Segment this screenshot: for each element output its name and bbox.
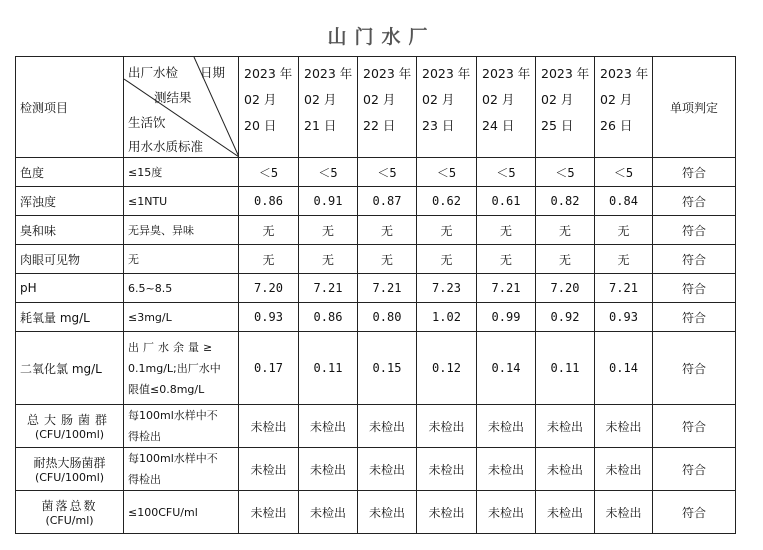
value-cell: ＜5 [595, 158, 653, 187]
value-cell: ＜5 [358, 158, 417, 187]
value-cell: 未检出 [595, 405, 653, 448]
diag-top-right: 日期 [200, 65, 226, 80]
value-cell: 无 [595, 245, 653, 274]
value-cell: 0.91 [299, 187, 358, 216]
value-cell: 0.17 [239, 332, 299, 405]
standard: 无异臭、异味 [124, 216, 239, 245]
diag-middle: 测结果 [154, 90, 192, 105]
value-cell: 无 [239, 245, 299, 274]
value-cell: 未检出 [477, 405, 536, 448]
value-cell: 无 [417, 216, 477, 245]
header-row [16, 57, 736, 158]
judge-cell: 符合 [653, 448, 736, 491]
table-row [16, 491, 736, 534]
judge-cell: 符合 [653, 187, 736, 216]
item-name: pH [16, 274, 124, 303]
value-cell: 未检出 [595, 491, 653, 534]
date-header: 2023 年 02 月 24 日 [477, 57, 536, 158]
table-row [16, 187, 736, 216]
water-quality-table [15, 56, 736, 534]
value-cell: 未检出 [299, 491, 358, 534]
value-cell: 0.92 [536, 303, 595, 332]
value-cell: 0.62 [417, 187, 477, 216]
value-cell: 无 [595, 216, 653, 245]
value-cell: 0.86 [239, 187, 299, 216]
value-cell: 无 [477, 216, 536, 245]
value-cell: 0.87 [358, 187, 417, 216]
value-cell: ＜5 [536, 158, 595, 187]
value-cell: 未检出 [536, 405, 595, 448]
page-title: 山门水厂 [327, 26, 436, 48]
item-name: 总大肠菌群 (CFU/100ml) [16, 405, 124, 448]
judge-cell: 符合 [653, 216, 736, 245]
standard: ≤100CFU/ml [124, 491, 239, 534]
judge-cell: 符合 [653, 491, 736, 534]
header-judge-label: 单项判定 [653, 57, 736, 158]
table-row [16, 158, 736, 187]
standard: ≤15度 [124, 158, 239, 187]
value-cell: 未检出 [477, 448, 536, 491]
diag-bottom-1: 生活饮 [128, 115, 166, 130]
table-row [16, 303, 736, 332]
table-row [16, 245, 736, 274]
standard: 无 [124, 245, 239, 274]
value-cell: 未检出 [417, 405, 477, 448]
value-cell: 0.84 [595, 187, 653, 216]
value-cell: 无 [358, 245, 417, 274]
judge-cell: 符合 [653, 303, 736, 332]
item-name: 臭和味 [16, 216, 124, 245]
value-cell: 无 [239, 216, 299, 245]
table-row [16, 332, 736, 405]
value-cell: 0.14 [595, 332, 653, 405]
judge-cell: 符合 [653, 332, 736, 405]
value-cell: 未检出 [239, 491, 299, 534]
table-row [16, 448, 736, 491]
item-name: 耐热大肠菌群 (CFU/100ml) [16, 448, 124, 491]
value-cell: 无 [299, 245, 358, 274]
value-cell: ＜5 [417, 158, 477, 187]
item-name: 肉眼可见物 [16, 245, 124, 274]
value-cell: 未检出 [477, 491, 536, 534]
value-cell: 无 [536, 245, 595, 274]
table-row [16, 405, 736, 448]
item-name: 浑浊度 [16, 187, 124, 216]
judge-cell: 符合 [653, 158, 736, 187]
value-cell: ＜5 [477, 158, 536, 187]
value-cell: 7.21 [299, 274, 358, 303]
standard: 出厂水余量≥ 0.1mg/L;出厂水中 限值≤0.8mg/L [124, 332, 239, 405]
value-cell: 0.12 [417, 332, 477, 405]
value-cell: ＜5 [239, 158, 299, 187]
value-cell: 未检出 [299, 448, 358, 491]
value-cell: 无 [417, 245, 477, 274]
date-header: 2023 年 02 月 23 日 [417, 57, 477, 158]
standard: 每100ml水样中不 得检出 [124, 448, 239, 491]
value-cell: 0.61 [477, 187, 536, 216]
value-cell: 未检出 [239, 448, 299, 491]
value-cell: 无 [536, 216, 595, 245]
value-cell: 未检出 [299, 405, 358, 448]
table-row [16, 274, 736, 303]
item-name: 耗氧量 mg/L [16, 303, 124, 332]
value-cell: 0.82 [536, 187, 595, 216]
date-header: 2023 年 02 月 26 日 [595, 57, 653, 158]
date-header: 2023 年 02 月 25 日 [536, 57, 595, 158]
header-item-label: 检测项目 [16, 57, 124, 158]
value-cell: 0.86 [299, 303, 358, 332]
value-cell: 7.21 [595, 274, 653, 303]
value-cell: 未检出 [239, 405, 299, 448]
judge-cell: 符合 [653, 405, 736, 448]
diag-top-left: 出厂水检 [128, 65, 179, 80]
item-name: 二氧化氯 mg/L [16, 332, 124, 405]
value-cell: 7.20 [536, 274, 595, 303]
value-cell: 未检出 [358, 448, 417, 491]
value-cell: 0.11 [536, 332, 595, 405]
value-cell: 未检出 [358, 491, 417, 534]
value-cell: 0.80 [358, 303, 417, 332]
value-cell: 7.23 [417, 274, 477, 303]
value-cell: 未检出 [536, 491, 595, 534]
table-row [16, 216, 736, 245]
value-cell: 未检出 [358, 405, 417, 448]
value-cell: 0.93 [239, 303, 299, 332]
standard: 6.5~8.5 [124, 274, 239, 303]
value-cell: 0.14 [477, 332, 536, 405]
value-cell: 7.20 [239, 274, 299, 303]
date-header: 2023 年 02 月 22 日 [358, 57, 417, 158]
item-name: 菌落总数 (CFU/ml) [16, 491, 124, 534]
value-cell: 0.15 [358, 332, 417, 405]
item-name: 色度 [16, 158, 124, 187]
judge-cell: 符合 [653, 274, 736, 303]
value-cell: 0.99 [477, 303, 536, 332]
value-cell: 无 [299, 216, 358, 245]
date-header: 2023 年 02 月 20 日 [239, 57, 299, 158]
value-cell: 未检出 [595, 448, 653, 491]
value-cell: 1.02 [417, 303, 477, 332]
value-cell: 7.21 [477, 274, 536, 303]
value-cell: 未检出 [417, 491, 477, 534]
diag-bottom-2: 用水水质标准 [128, 139, 204, 154]
value-cell: 无 [358, 216, 417, 245]
value-cell: 0.93 [595, 303, 653, 332]
value-cell: ＜5 [299, 158, 358, 187]
value-cell: 7.21 [358, 274, 417, 303]
date-header: 2023 年 02 月 21 日 [299, 57, 358, 158]
value-cell: 未检出 [417, 448, 477, 491]
standard: ≤1NTU [124, 187, 239, 216]
standard: ≤3mg/L [124, 303, 239, 332]
value-cell: 无 [477, 245, 536, 274]
judge-cell: 符合 [653, 245, 736, 274]
standard: 每100ml水样中不 得检出 [124, 405, 239, 448]
diagonal-header-cell [124, 57, 239, 158]
value-cell: 未检出 [536, 448, 595, 491]
value-cell: 0.11 [299, 332, 358, 405]
